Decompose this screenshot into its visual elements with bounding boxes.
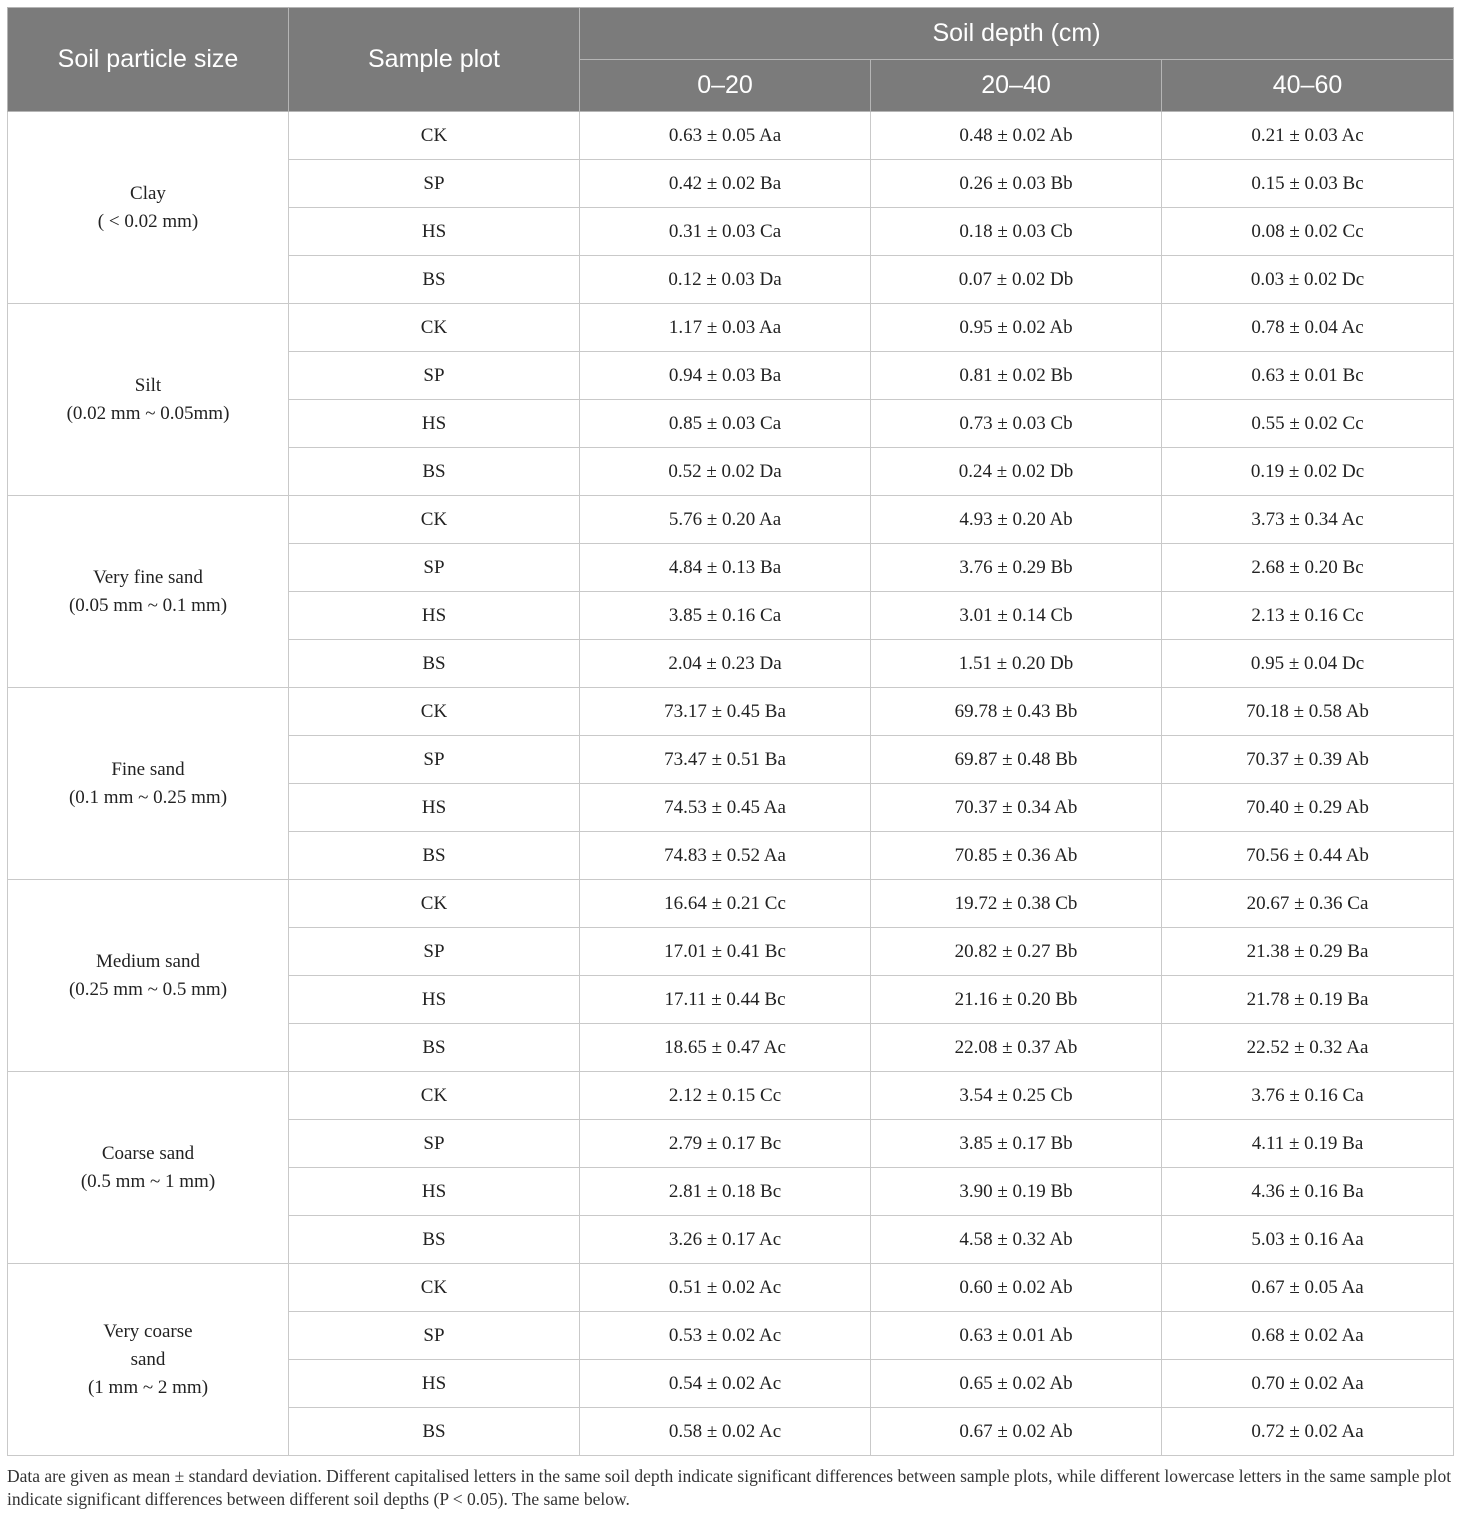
value-cell: 70.37 ± 0.39 Ab [1162, 736, 1454, 784]
sample-plot-cell: HS [289, 400, 580, 448]
value-cell: 2.68 ± 0.20 Bc [1162, 544, 1454, 592]
sample-plot-cell: SP [289, 736, 580, 784]
particle-size-line: (0.02 mm ~ 0.05mm) [66, 402, 230, 424]
value-cell: 4.93 ± 0.20 Ab [871, 496, 1162, 544]
particle-size-line: Very coarse [103, 1320, 193, 1342]
header-sample-plot: Sample plot [289, 8, 580, 112]
value-cell: 73.47 ± 0.51 Ba [580, 736, 871, 784]
sample-plot-cell: BS [289, 1408, 580, 1456]
value-cell: 21.16 ± 0.20 Bb [871, 976, 1162, 1024]
value-cell: 19.72 ± 0.38 Cb [871, 880, 1162, 928]
particle-size-line: Coarse sand [101, 1142, 195, 1164]
value-cell: 0.19 ± 0.02 Dc [1162, 448, 1454, 496]
particle-size-line: sand [130, 1348, 166, 1370]
particle-size-label [8, 304, 289, 496]
value-cell: 22.52 ± 0.32 Aa [1162, 1024, 1454, 1072]
particle-size-line: Very fine sand [93, 566, 203, 588]
particle-size-line: (0.05 mm ~ 0.1 mm) [68, 594, 228, 616]
value-cell: 0.18 ± 0.03 Cb [871, 208, 1162, 256]
value-cell: 20.67 ± 0.36 Ca [1162, 880, 1454, 928]
particle-size-line: (0.5 mm ~ 1 mm) [80, 1170, 216, 1192]
value-cell: 2.81 ± 0.18 Bc [580, 1168, 871, 1216]
table-row [8, 304, 1454, 352]
value-cell: 70.37 ± 0.34 Ab [871, 784, 1162, 832]
sample-plot-cell: CK [289, 880, 580, 928]
soil-particle-table [7, 7, 1454, 1456]
sample-plot-cell: HS [289, 592, 580, 640]
value-cell: 2.13 ± 0.16 Cc [1162, 592, 1454, 640]
sample-plot-cell: SP [289, 352, 580, 400]
sample-plot-cell: CK [289, 304, 580, 352]
value-cell: 0.95 ± 0.04 Dc [1162, 640, 1454, 688]
value-cell: 0.54 ± 0.02 Ac [580, 1360, 871, 1408]
sample-plot-cell: CK [289, 1072, 580, 1120]
header-soil-depth: Soil depth (cm) [580, 8, 1454, 60]
sample-plot-cell: CK [289, 112, 580, 160]
value-cell: 4.58 ± 0.32 Ab [871, 1216, 1162, 1264]
value-cell: 1.17 ± 0.03 Aa [580, 304, 871, 352]
sample-plot-cell: SP [289, 1312, 580, 1360]
sample-plot-cell: BS [289, 1216, 580, 1264]
value-cell: 0.48 ± 0.02 Ab [871, 112, 1162, 160]
sample-plot-cell: SP [289, 1120, 580, 1168]
value-cell: 0.67 ± 0.02 Ab [871, 1408, 1162, 1456]
particle-size-label [8, 1264, 289, 1456]
value-cell: 2.04 ± 0.23 Da [580, 640, 871, 688]
sample-plot-cell: SP [289, 160, 580, 208]
value-cell: 0.21 ± 0.03 Ac [1162, 112, 1454, 160]
value-cell: 18.65 ± 0.47 Ac [580, 1024, 871, 1072]
header-depth-20-40: 20–40 [871, 60, 1162, 112]
table-footnote: Data are given as mean ± standard deviation. Different capitalised letters in the same soil depth indicate significant differences between sample plots, while different lowercase letters in the same sample plot indicate significant differences between different soil depths (P < 0.05). The same below. [7, 1466, 1452, 1509]
particle-size-line: Medium sand [96, 950, 200, 972]
value-cell: 70.18 ± 0.58 Ab [1162, 688, 1454, 736]
value-cell: 4.11 ± 0.19 Ba [1162, 1120, 1454, 1168]
value-cell: 5.03 ± 0.16 Aa [1162, 1216, 1454, 1264]
value-cell: 0.94 ± 0.03 Ba [580, 352, 871, 400]
sample-plot-cell: SP [289, 928, 580, 976]
particle-size-label [8, 112, 289, 304]
value-cell: 0.68 ± 0.02 Aa [1162, 1312, 1454, 1360]
value-cell: 3.73 ± 0.34 Ac [1162, 496, 1454, 544]
particle-size-line: Clay [130, 182, 166, 204]
value-cell: 0.67 ± 0.05 Aa [1162, 1264, 1454, 1312]
sample-plot-cell: HS [289, 976, 580, 1024]
value-cell: 69.78 ± 0.43 Bb [871, 688, 1162, 736]
particle-size-label [8, 496, 289, 688]
value-cell: 20.82 ± 0.27 Bb [871, 928, 1162, 976]
value-cell: 0.31 ± 0.03 Ca [580, 208, 871, 256]
table-body [8, 112, 1454, 1456]
sample-plot-cell: HS [289, 784, 580, 832]
value-cell: 3.76 ± 0.16 Ca [1162, 1072, 1454, 1120]
sample-plot-cell: HS [289, 1360, 580, 1408]
value-cell: 0.58 ± 0.02 Ac [580, 1408, 871, 1456]
table-row [8, 112, 1454, 160]
value-cell: 3.90 ± 0.19 Bb [871, 1168, 1162, 1216]
value-cell: 3.85 ± 0.17 Bb [871, 1120, 1162, 1168]
particle-size-line: Silt [134, 374, 162, 396]
value-cell: 0.73 ± 0.03 Cb [871, 400, 1162, 448]
particle-size-label [8, 1072, 289, 1264]
sample-plot-cell: HS [289, 1168, 580, 1216]
value-cell: 4.84 ± 0.13 Ba [580, 544, 871, 592]
sample-plot-cell: BS [289, 256, 580, 304]
value-cell: 69.87 ± 0.48 Bb [871, 736, 1162, 784]
value-cell: 74.53 ± 0.45 Aa [580, 784, 871, 832]
value-cell: 0.65 ± 0.02 Ab [871, 1360, 1162, 1408]
particle-size-label [8, 880, 289, 1072]
value-cell: 0.55 ± 0.02 Cc [1162, 400, 1454, 448]
value-cell: 17.01 ± 0.41 Bc [580, 928, 871, 976]
value-cell: 22.08 ± 0.37 Ab [871, 1024, 1162, 1072]
table-row [8, 880, 1454, 928]
value-cell: 17.11 ± 0.44 Bc [580, 976, 871, 1024]
value-cell: 16.64 ± 0.21 Cc [580, 880, 871, 928]
value-cell: 0.63 ± 0.01 Ab [871, 1312, 1162, 1360]
table-row [8, 496, 1454, 544]
value-cell: 3.26 ± 0.17 Ac [580, 1216, 871, 1264]
particle-size-line: (0.1 mm ~ 0.25 mm) [68, 786, 228, 808]
value-cell: 0.63 ± 0.01 Bc [1162, 352, 1454, 400]
value-cell: 0.70 ± 0.02 Aa [1162, 1360, 1454, 1408]
value-cell: 0.08 ± 0.02 Cc [1162, 208, 1454, 256]
sample-plot-cell: CK [289, 1264, 580, 1312]
value-cell: 74.83 ± 0.52 Aa [580, 832, 871, 880]
value-cell: 2.12 ± 0.15 Cc [580, 1072, 871, 1120]
value-cell: 0.78 ± 0.04 Ac [1162, 304, 1454, 352]
table-row [8, 1072, 1454, 1120]
value-cell: 1.51 ± 0.20 Db [871, 640, 1162, 688]
value-cell: 0.63 ± 0.05 Aa [580, 112, 871, 160]
particle-size-line: Fine sand [111, 758, 185, 780]
table-row [8, 1264, 1454, 1312]
particle-size-label [8, 688, 289, 880]
sample-plot-cell: BS [289, 832, 580, 880]
value-cell: 0.81 ± 0.02 Bb [871, 352, 1162, 400]
value-cell: 0.85 ± 0.03 Ca [580, 400, 871, 448]
value-cell: 3.54 ± 0.25 Cb [871, 1072, 1162, 1120]
sample-plot-cell: BS [289, 1024, 580, 1072]
sample-plot-cell: CK [289, 688, 580, 736]
header-depth-40-60: 40–60 [1162, 60, 1454, 112]
value-cell: 73.17 ± 0.45 Ba [580, 688, 871, 736]
value-cell: 0.03 ± 0.02 Dc [1162, 256, 1454, 304]
value-cell: 0.26 ± 0.03 Bb [871, 160, 1162, 208]
sample-plot-cell: CK [289, 496, 580, 544]
value-cell: 3.85 ± 0.16 Ca [580, 592, 871, 640]
value-cell: 0.12 ± 0.03 Da [580, 256, 871, 304]
value-cell: 0.53 ± 0.02 Ac [580, 1312, 871, 1360]
sample-plot-cell: BS [289, 448, 580, 496]
value-cell: 2.79 ± 0.17 Bc [580, 1120, 871, 1168]
value-cell: 0.07 ± 0.02 Db [871, 256, 1162, 304]
value-cell: 0.51 ± 0.02 Ac [580, 1264, 871, 1312]
value-cell: 0.24 ± 0.02 Db [871, 448, 1162, 496]
value-cell: 4.36 ± 0.16 Ba [1162, 1168, 1454, 1216]
value-cell: 0.52 ± 0.02 Da [580, 448, 871, 496]
value-cell: 5.76 ± 0.20 Aa [580, 496, 871, 544]
table-container [7, 7, 1453, 1511]
value-cell: 3.01 ± 0.14 Cb [871, 592, 1162, 640]
value-cell: 70.56 ± 0.44 Ab [1162, 832, 1454, 880]
value-cell: 70.40 ± 0.29 Ab [1162, 784, 1454, 832]
value-cell: 0.60 ± 0.02 Ab [871, 1264, 1162, 1312]
particle-size-line: (0.25 mm ~ 0.5 mm) [68, 978, 228, 1000]
table-header [8, 8, 1454, 112]
value-cell: 0.42 ± 0.02 Ba [580, 160, 871, 208]
particle-size-line: ( < 0.02 mm) [97, 210, 199, 232]
table-row [8, 688, 1454, 736]
value-cell: 70.85 ± 0.36 Ab [871, 832, 1162, 880]
header-depth-0-20: 0–20 [580, 60, 871, 112]
sample-plot-cell: HS [289, 208, 580, 256]
sample-plot-cell: BS [289, 640, 580, 688]
value-cell: 3.76 ± 0.29 Bb [871, 544, 1162, 592]
value-cell: 21.78 ± 0.19 Ba [1162, 976, 1454, 1024]
value-cell: 21.38 ± 0.29 Ba [1162, 928, 1454, 976]
value-cell: 0.15 ± 0.03 Bc [1162, 160, 1454, 208]
sample-plot-cell: SP [289, 544, 580, 592]
value-cell: 0.72 ± 0.02 Aa [1162, 1408, 1454, 1456]
particle-size-line: (1 mm ~ 2 mm) [87, 1376, 209, 1398]
value-cell: 0.95 ± 0.02 Ab [871, 304, 1162, 352]
header-particle-size: Soil particle size [8, 8, 289, 112]
